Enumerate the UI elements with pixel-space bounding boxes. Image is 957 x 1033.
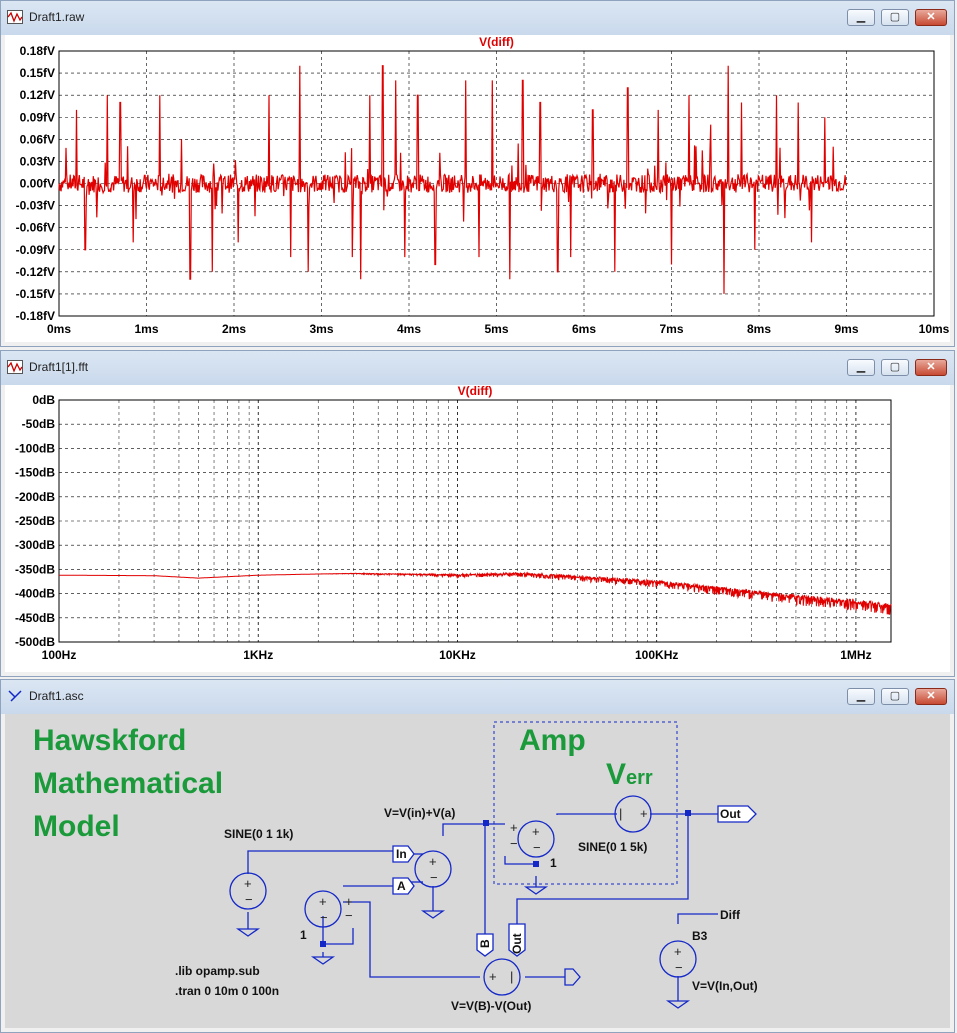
y-tick-label: 0.15fV: [19, 66, 55, 81]
y-tick-label: -150dB: [14, 465, 55, 480]
transient-chart[interactable]: [5, 35, 950, 342]
amp-label: Amp: [519, 724, 586, 757]
x-tick-label: 10ms: [918, 322, 950, 336]
diff-label: Diff: [720, 908, 740, 922]
y-tick-label: -0.15fV: [15, 286, 55, 301]
schematic-window: [0, 679, 955, 1033]
svg-text:−: −: [320, 910, 328, 925]
title-line-3: Model: [33, 810, 120, 843]
waveform-icon: [7, 360, 23, 374]
title-bar[interactable]: [1, 351, 954, 385]
x-tick-label: 4ms: [396, 322, 422, 336]
y-tick-label: -0.12fV: [15, 264, 55, 279]
y-tick-label: 0dB: [32, 393, 55, 407]
window-title: Draft1[1].fft: [29, 360, 89, 374]
schematic-drawing[interactable]: [5, 714, 950, 1026]
x-tick-label: 5ms: [484, 322, 509, 336]
close-button[interactable]: ✕: [915, 359, 947, 376]
x-tick-label: 6ms: [571, 322, 597, 336]
tran-directive: .tran 0 10m 0 100n: [175, 984, 280, 998]
schematic-canvas[interactable]: [5, 714, 950, 1028]
transient-plot-area[interactable]: [5, 35, 950, 342]
window-title: Draft1.raw: [29, 10, 85, 24]
b3-equation: V=V(In,Out): [692, 979, 758, 993]
y-tick-label: -200dB: [14, 489, 55, 504]
svg-text:|: |: [619, 806, 623, 821]
svg-text:+: +: [429, 854, 437, 869]
label-b: B: [478, 939, 492, 948]
svg-text:−: −: [675, 960, 683, 975]
x-tick-label: 0ms: [46, 322, 72, 336]
sine-5k-label: SINE(0 1 5k): [578, 840, 648, 854]
y-tick-label: -400dB: [14, 586, 55, 601]
b3-name: B3: [692, 929, 708, 943]
verr-label: Verr: [606, 758, 653, 791]
x-tick-label: 10KHz: [439, 648, 476, 662]
y-tick-label: -350dB: [14, 562, 55, 577]
x-tick-label: 9ms: [834, 322, 859, 336]
svg-text:|: |: [510, 969, 514, 984]
label-out: Out: [720, 807, 741, 821]
window-title: Draft1.asc: [29, 689, 84, 703]
fft-chart[interactable]: [5, 385, 950, 672]
x-tick-label: 1ms: [134, 322, 159, 336]
svg-text:−: −: [345, 908, 353, 923]
raw-plot-window: [0, 0, 955, 347]
polarity-marks: [244, 806, 683, 984]
title-bar[interactable]: [1, 680, 954, 714]
maximize-button[interactable]: ▢: [881, 9, 909, 26]
fft-plot-area[interactable]: [5, 385, 950, 672]
amp-gain: 1: [550, 856, 557, 870]
ground-symbols: [238, 882, 688, 1008]
svg-text:+: +: [510, 820, 518, 835]
diff-equation: V=V(B)-V(Out): [451, 999, 532, 1013]
schematic-icon: [7, 689, 23, 703]
chart-title: V(diff): [457, 385, 493, 398]
x-tick-label: 8ms: [746, 322, 772, 336]
svg-text:−: −: [533, 840, 541, 855]
close-button[interactable]: ✕: [915, 9, 947, 26]
net-arrow-diff[interactable]: [565, 969, 580, 985]
svg-text:+: +: [244, 876, 252, 891]
svg-text:−: −: [245, 892, 253, 907]
y-tick-label: 0.03fV: [19, 154, 55, 169]
label-out-vertical: Out: [510, 933, 524, 954]
x-tick-label: 2ms: [221, 322, 247, 336]
y-tick-label: -0.06fV: [15, 220, 55, 235]
lib-directive: .lib opamp.sub: [175, 964, 260, 978]
sum-equation: V=V(in)+V(a): [384, 806, 456, 820]
x-tick-label: 100KHz: [635, 648, 679, 662]
minimize-button[interactable]: ▁: [847, 359, 875, 376]
minimize-button[interactable]: ▁: [847, 9, 875, 26]
close-button[interactable]: ✕: [915, 688, 947, 705]
label-in: In: [396, 847, 407, 861]
fft-plot-window: [0, 350, 955, 677]
x-tick-label: 7ms: [659, 322, 684, 336]
y-tick-label: 0.12fV: [19, 88, 55, 103]
label-a: A: [397, 879, 406, 893]
y-tick-label: -250dB: [14, 514, 55, 528]
trace-vdiff[interactable]: [59, 66, 847, 294]
y-tick-label: 0.09fV: [19, 110, 55, 125]
y-tick-label: -0.09fV: [15, 242, 55, 257]
svg-text:+: +: [489, 969, 497, 984]
y-tick-label: 0.18fV: [19, 44, 55, 58]
y-tick-label: -450dB: [14, 610, 55, 625]
y-tick-label: -0.03fV: [15, 198, 55, 213]
svg-text:+: +: [345, 894, 353, 909]
title-bar[interactable]: [1, 1, 954, 35]
y-tick-label: -50dB: [21, 417, 55, 432]
y-tick-label: -300dB: [14, 538, 55, 553]
waveform-icon: [7, 10, 23, 24]
y-tick-label: 0.00fV: [19, 176, 55, 191]
title-line-2: Mathematical: [33, 767, 224, 800]
y-tick-label: -0.18fV: [15, 309, 55, 323]
a-gain: 1: [300, 928, 307, 942]
maximize-button[interactable]: ▢: [881, 359, 909, 376]
svg-text:+: +: [319, 894, 327, 909]
y-tick-label: -100dB: [14, 441, 55, 456]
chart-title: V(diff): [479, 35, 514, 49]
title-line-1: Hawskford: [33, 724, 187, 757]
x-tick-label: 100Hz: [41, 648, 77, 662]
svg-text:+: +: [640, 806, 648, 821]
x-tick-label: 3ms: [309, 322, 334, 336]
x-tick-label: 1KHz: [243, 648, 274, 662]
x-tick-label: 1MHz: [840, 648, 872, 662]
svg-text:+: +: [532, 824, 540, 839]
y-tick-label: 0.06fV: [19, 132, 55, 147]
y-tick-label: -500dB: [14, 635, 55, 649]
minimize-button[interactable]: ▁: [847, 688, 875, 705]
svg-text:−: −: [430, 870, 438, 885]
svg-text:+: +: [674, 944, 682, 959]
sine-1k-label: SINE(0 1 1k): [224, 827, 294, 841]
maximize-button[interactable]: ▢: [881, 688, 909, 705]
svg-text:−: −: [510, 836, 518, 851]
